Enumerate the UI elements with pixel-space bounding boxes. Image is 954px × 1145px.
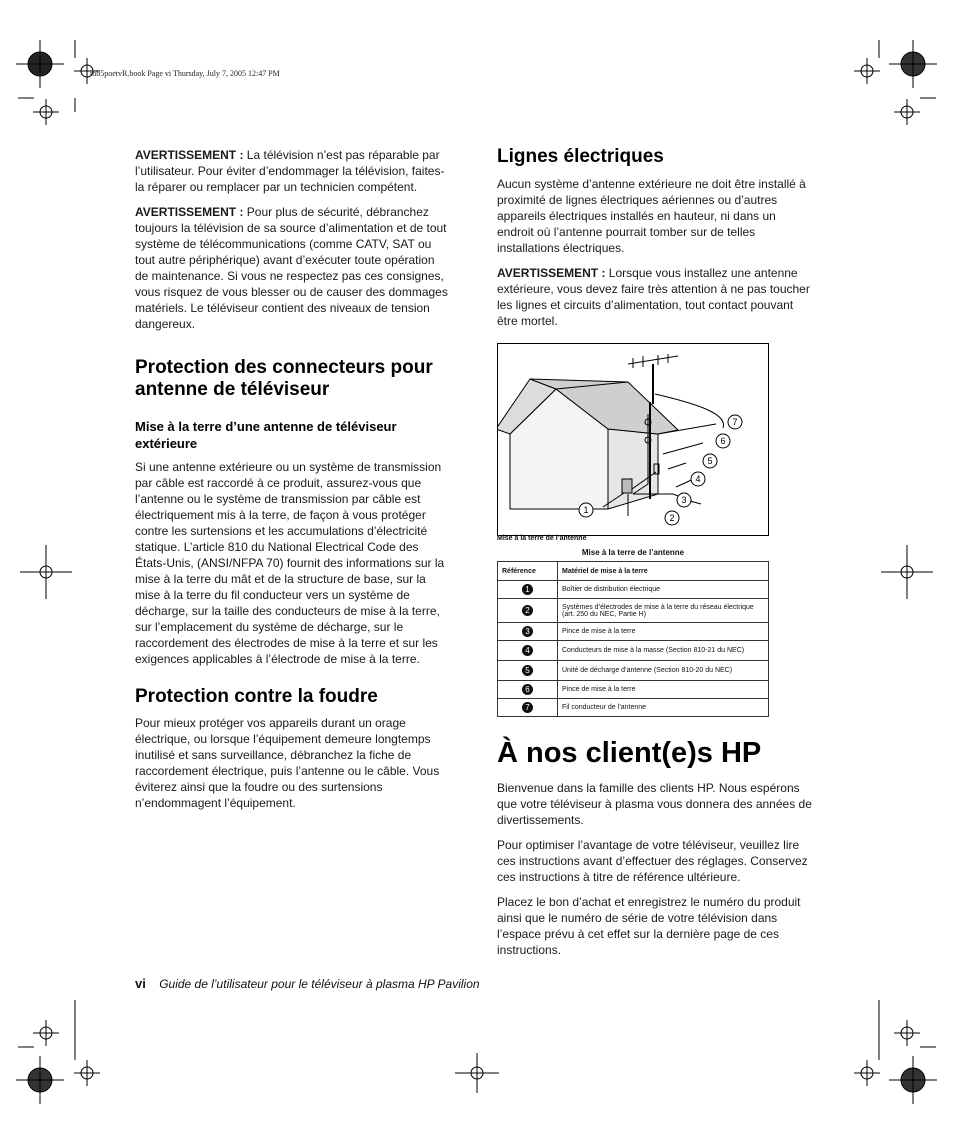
heading-power-lines: Lignes électriques: [497, 146, 664, 167]
table-row: [498, 641, 769, 661]
warning-repair: [135, 147, 449, 195]
footer-guide-title: Guide de l’utilisateur pour le téléviseur à plasma HP Pavilion: [159, 977, 480, 991]
ref-badge: 3: [522, 626, 533, 637]
table-cell: Fil conducteur de l’antenne: [558, 699, 769, 717]
house-antenna-illustration: [498, 344, 768, 535]
svg-text:7: 7: [732, 417, 738, 427]
page-number: vi: [135, 976, 146, 991]
paragraph-optimize: Pour optimiser l’avantage de votre téléviseur, veuillez lire ces instructions avant d’effectuer des réglages. Conservez ces instructions à titre de référence ultérieure.: [497, 838, 808, 884]
left-column: [135, 147, 449, 820]
header-material: Matériel de mise à la terre: [558, 562, 769, 581]
table-cell: Systèmes d’électrodes de mise à la terre du réseau électrique (art. 250 du NEC, Partie H): [558, 599, 769, 623]
ref-badge: 5: [522, 665, 533, 676]
table-cell: Conducteurs de mise à la masse (Section 810-21 du NEC): [558, 641, 769, 661]
right-column-top: [497, 146, 812, 338]
grounding-reference-table: [497, 561, 769, 717]
table-cell: Pince de mise à la terre: [558, 623, 769, 641]
table-row: [498, 681, 769, 699]
svg-text:5: 5: [707, 456, 713, 466]
header-reference: Référence: [498, 562, 558, 581]
paragraph-grounding: Si une antenne extérieure ou un système de transmission par câble est raccordé à ce produit, assurez-vous que l’antenne ou le système de transmission par câble est électriquement mis à la terre, de façon à vous protéger contre les surtensions et les accumulations d’électricité statique. L’article 810 du National Electrical Code des États-Unis, (ANSI/NFPA 70) fournit des informations sur la mise à la terre du mât et de la structure de base, sur la mise à la terre du fil conducteur vers un système de décharge, sur la taille des conducteurs de mise à la terre, sur l’emplacement du système de décharge, sur le raccordement des électrodes de mise à la terre et sur les exigences applicables à l’électrode de mise à la terre.: [135, 460, 445, 666]
ref-badge: 2: [522, 605, 533, 616]
warning-label: AVERTISSEMENT :: [135, 148, 244, 162]
callout-7: [728, 415, 742, 429]
table-row: [498, 581, 769, 599]
table-row: [498, 599, 769, 623]
right-column-bottom: [497, 736, 812, 967]
callout-5: [703, 454, 717, 468]
figure-title: Mise à la terre de l’antenne: [581, 548, 685, 557]
heading-connector-protection: Protection des connecteurs pour antenne de téléviseur: [135, 357, 433, 400]
warning-label: AVERTISSEMENT :: [497, 266, 606, 280]
ref-badge: 7: [522, 702, 533, 713]
table-cell: Boîtier de distribution électrique: [558, 581, 769, 599]
svg-text:4: 4: [695, 474, 701, 484]
svg-text:6: 6: [720, 436, 726, 446]
table-cell: Unité de décharge d’antenne (Section 810-20 du NEC): [558, 661, 769, 681]
table-row: [498, 699, 769, 717]
callout-3: [677, 493, 691, 507]
table-row: [498, 623, 769, 641]
callout-1: [579, 503, 593, 517]
paragraph-lightning: Pour mieux protéger vos appareils durant un orage électrique, ou lorsque l’équipement demeure longtemps inutilisé et sans surveillance, débranchez la fiche de raccordement électrique, puis l’antenne ou le câble. Vous éviterez ainsi que la foudre ou des surtensions n’endommagent l’équipement.: [135, 716, 440, 810]
warning-unplug: [135, 204, 449, 332]
heading-hp-customers: À nos client(e)s HP: [497, 737, 762, 769]
warning-power-lines: [497, 265, 812, 329]
paragraph-power-lines: Aucun système d’antenne extérieure ne doit être installé à proximité de lignes électriques aériennes ou d’autres appareils électriques installés en hauteur, ni dans un endroit où l’antenne pourrait tomber sur de telles installations électriques.: [497, 177, 806, 255]
antenna-grounding-figure: [497, 343, 769, 536]
table-cell: Pince de mise à la terre: [558, 681, 769, 699]
print-slug: mb5poetvR.book Page vi Thursday, July 7, 2005 12:47 PM: [90, 69, 280, 78]
svg-text:1: 1: [583, 505, 589, 515]
paragraph-welcome: Bienvenue dans la famille des clients HP. Nous espérons que votre téléviseur à plasma vous donnera des années de divertissements.: [497, 781, 812, 827]
svg-text:3: 3: [681, 495, 687, 505]
callout-4: [691, 472, 705, 486]
paragraph-receipt: Placez le bon d’achat et enregistrez le numéro du produit ainsi que le numéro de série de votre télévision dans l’espace prévu à cet effet sur la dernière page de ces instructions.: [497, 895, 801, 957]
svg-text:2: 2: [669, 513, 675, 523]
figure-tag: Mise à la terre de l’antenne: [497, 535, 587, 542]
ref-badge: 1: [522, 584, 533, 595]
table-row: [498, 661, 769, 681]
heading-grounding: Mise à la terre d’une antenne de téléviseur extérieure: [135, 419, 397, 451]
warning-label: AVERTISSEMENT :: [135, 205, 244, 219]
warning-text: Pour plus de sécurité, débranchez toujours la télévision de sa source d’alimentation et de tout système de télécommunications (comme CATV, SAT ou tout autre périphérique) avant d’exécuter toute opération de maintenance. Si vous ne respectez pas ces consignes, vous risquez de vous blesser ou de causer des dommages matériels. Le téléviseur contient des niveaux de tension dangereux.: [135, 205, 448, 331]
warning-text: La télévision n’est pas réparable par l’utilisateur. Pour éviter d’endommager la télévision, faites-la réparer ou remplacer par un technicien compétent.: [135, 148, 445, 194]
ref-badge: 4: [522, 645, 533, 656]
callout-6: [716, 434, 730, 448]
ref-badge: 6: [522, 684, 533, 695]
warning-text: Lorsque vous installez une antenne extérieure, vous devez faire très attention à ne pas toucher les lignes et circuits d’alimentation, tout contact pouvant être mortel.: [497, 266, 810, 328]
page-footer: [135, 976, 480, 991]
callout-2: [665, 511, 679, 525]
heading-lightning: Protection contre la foudre: [135, 686, 378, 707]
table-header-row: [498, 562, 769, 581]
